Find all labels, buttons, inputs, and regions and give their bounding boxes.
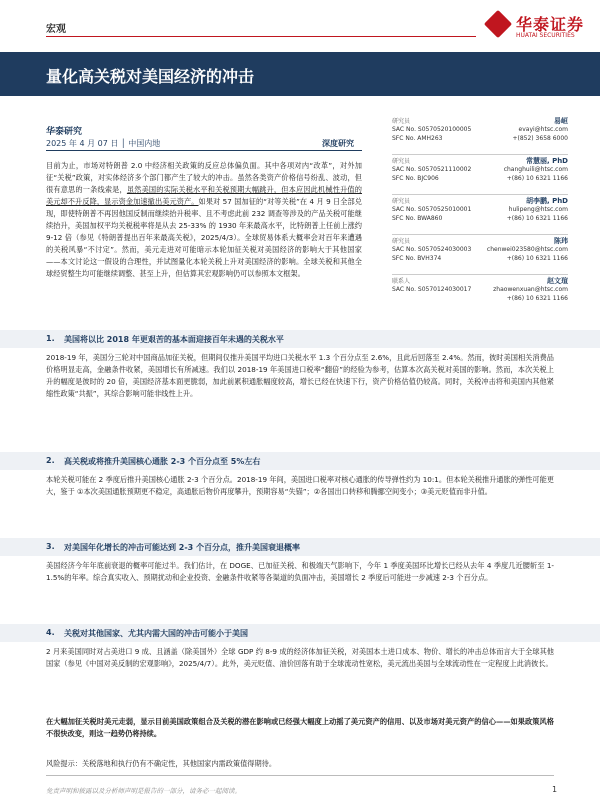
section-title: 高关税或将推升美国核心通胀 2-3 个百分点至 5%左右 xyxy=(64,457,261,466)
summary-text-2: 如果对 57 国加征的“对等关税”在 4 月 9 日全部兑现，即使特朗普不再因他国反制而继续抬升税率、且不考虑此前 232 调查等涉及的产品关税可能继续抬升，美国加权平均关税税率将是从去 25-33% 的 1930 年来最高水平，比特朗普上任前上涨约 9-12 倍（参见《特朗普提出百年来最高关税》，2025/4/3）。全球贸易体系大概率会对百年来遭遇的关税风暴“不讨定”。然而，美元走进对可能暗示本轮加征关税对美国经济的影响大于其他国家——本文讨论这一假设的合理性，并试图量化本轮关税上升对美国经济的影响。全球关税和其他全球经贸整生均可能继续调整、甚至上升，但估算其宏观影响仍可以参照本文框架。 xyxy=(46,197,362,278)
analyst-card xyxy=(392,236,568,276)
analyst-divider xyxy=(392,154,568,155)
analyst-divider xyxy=(392,274,568,275)
research-org: 华泰研究 xyxy=(46,127,83,137)
report-dateline: 2025 年 4 月 07 日 │ 中国内地 xyxy=(46,139,161,148)
section-number: 3. xyxy=(46,542,55,551)
analyst-phone: +(86) 10 6321 1166 xyxy=(506,255,568,262)
analyst-card xyxy=(392,156,568,196)
analyst-phone: +(86) 10 6321 1166 xyxy=(506,175,568,182)
section-body: 2018-19 年，美国分三轮对中国商品加征关税，但期间仅推升美国平均进口关税水平 1.3 个百分点至 2.6%，且此后回落至 2.4%。然而，彼时美国相关消费品价格明显走高，金融条件收紧，美国增长有所减速。我们以 2018-19 年美国进口税率“翻倍”的经验为参考，估算本次高关税对美国的影响。然而，本次关税上升的幅度是彼时的 20 倍，美国经济基本面更脆弱，加此前累积通胀幅度较高，增长已经在快速下行，资产价格估值仍较高。同时，关税冲击将和美国内其他紧缩性政策“共振”，其综合影响可能非线性上升。 xyxy=(46,353,554,398)
analyst-sfc: SFC No. BJC906 xyxy=(392,175,439,182)
analyst-sfc: SFC No. BVH374 xyxy=(392,255,442,262)
analyst-role: 研究员 xyxy=(392,238,411,245)
section-body: 美国经济今年年底前衰退的概率可能过半。我们估计，在 DOGE、已加征关税、和极端天气影响下，今年 1 季度美国环比增长已经从去年 4 季度几近腰斩至 1-1.5%的年率。综合真实收入、预期扰动和企业投资、金融条件收紧等各渠道的负面冲击，美国增长 2 季度后可能进一步减速 2-3 个百分点。 xyxy=(46,561,554,582)
conclusion-paragraph: 在大幅加征关税时美元走弱，显示目前美国政策组合及关税的潜在影响或已经强大幅度上动摇了美元资产的信用、以及市场对美元资产的信心——如果政策风格不很快改变，则这一趋势仍将持续。 xyxy=(46,717,554,738)
analyst-card xyxy=(392,276,568,316)
analyst-email[interactable]: chenwei023580@htsc.com xyxy=(486,246,568,253)
analyst-card xyxy=(392,196,568,236)
analyst-sac: SAC No. S0570520100005 xyxy=(392,126,472,133)
risk-warning: 风险提示：关税落地和执行仍有不确定性，其他国家内需政策值得期待。 xyxy=(46,759,277,768)
analyst-sac: SAC No. S0570525010001 xyxy=(392,206,472,213)
analyst-email[interactable]: hulipeng@htsc.com xyxy=(508,206,568,213)
analyst-role: 研究员 xyxy=(392,158,411,165)
analyst-name: 易峘 xyxy=(554,117,568,125)
section-number: 1. xyxy=(46,334,55,343)
company-logo xyxy=(488,12,588,42)
section-number: 2. xyxy=(46,456,55,465)
section-body: 本轮关税可能在 2 季度后推升美国核心通胀 2-3 个百分点。2018-19 年间，美国进口税率对核心通胀的传导弹性约为 10:1。但本轮关税推升通胀的弹性可能更大，鉴于 ①本次美国通胀预期更不稳定，高通胀后物价再度攀升，预期容易“失锚”；②各国出口转移和腾挪空间变小；③美元贬值而非升值。 xyxy=(46,475,554,496)
analyst-email[interactable]: evayi@htsc.com xyxy=(518,126,568,133)
analyst-name: 常慧丽, PhD xyxy=(525,157,568,165)
section-body: 2 月来美国同时对占美进口 9 成、且涵盖（除美国外）全球 GDP 约 8-9 成的经济体加征关税，对美国本土进口成本、物价、增长的冲击总体而言大于全球其他国家（参见《中国对美反制的宏观影响》，2025/4/7）。此外，美元贬值、油价回落有助于全球流动性宽松，美元流出美国与全球流动性在一定程度上此消彼长。 xyxy=(46,647,554,668)
summary-text-1: 目前为止，市场对特朗普 2.0 中经济相关政策的反应总体偏负面。其中各项对内“改革”，对外加征“关税”政策，对实体经济多个部门都产生了较大的冲击。虽然各类资产价格信号纷乱、波动，但很有意思的一条线索是， xyxy=(46,161,362,194)
analyst-divider xyxy=(392,194,568,195)
summary-text-underlined: 虽然美国的实际关税水平和关税预期大幅跳升，但本应因此机械性升值的美元却不升反降，显示资金加速撤出美元资产。 xyxy=(46,185,362,206)
document-type: 深度研究 xyxy=(322,139,354,148)
logo-mark-icon xyxy=(484,10,512,38)
analyst-phone: +(86) 10 6321 1166 xyxy=(506,295,568,302)
analyst-role: 研究员 xyxy=(392,198,411,205)
disclaimer-note: 免责声明和披露以及分析师声明是报告的一部分，请务必一起阅读。 xyxy=(46,787,241,795)
header-divider xyxy=(46,36,476,37)
analyst-name: 赵文瑄 xyxy=(547,277,568,285)
analyst-email[interactable]: changhuili@htsc.com xyxy=(503,166,568,173)
dateline-divider xyxy=(46,150,362,151)
section-title: 对美国年化增长的冲击可能达到 2-3 个百分点，推升美国衰退概率 xyxy=(64,543,301,552)
analyst-panel xyxy=(392,116,568,316)
analyst-sfc: SFC No. AMH263 xyxy=(392,135,443,142)
analyst-sac: SAC No. S0570124030017 xyxy=(392,286,472,293)
page-number: 1 xyxy=(552,785,558,794)
section-title: 美国将以比 2018 年更艰苦的基本面迎接百年未遇的关税水平 xyxy=(64,335,284,344)
analyst-sfc: SFC No. BWA860 xyxy=(392,215,443,222)
logo-name-en: HUATAI SECURITIES xyxy=(516,32,575,39)
summary-paragraph xyxy=(46,160,362,316)
analyst-card xyxy=(392,116,568,156)
footer-divider xyxy=(46,775,554,776)
section-tag: 宏观 xyxy=(46,24,66,35)
analyst-role: 研究员 xyxy=(392,118,411,125)
analyst-sac: SAC No. S0570524030003 xyxy=(392,246,472,253)
analyst-phone: +(86) 10 6321 1166 xyxy=(506,215,568,222)
analyst-divider xyxy=(392,234,568,235)
analyst-name: 陈玮 xyxy=(554,237,568,245)
section-title: 关税对其他国家、尤其内需大国的冲击可能小于美国 xyxy=(64,629,248,638)
analyst-sac: SAC No. S0570521110002 xyxy=(392,166,472,173)
analyst-phone: +(852) 3658 6000 xyxy=(512,135,568,142)
report-title: 量化高关税对美国经济的冲击 xyxy=(46,67,255,86)
analyst-email[interactable]: zhaowenxuan@htsc.com xyxy=(493,286,568,293)
logo-name-cn: 华泰证券 xyxy=(516,15,585,34)
section-number: 4. xyxy=(46,628,55,637)
analyst-role: 联系人 xyxy=(392,278,411,285)
analyst-name: 胡李鹏, PhD xyxy=(525,197,568,205)
